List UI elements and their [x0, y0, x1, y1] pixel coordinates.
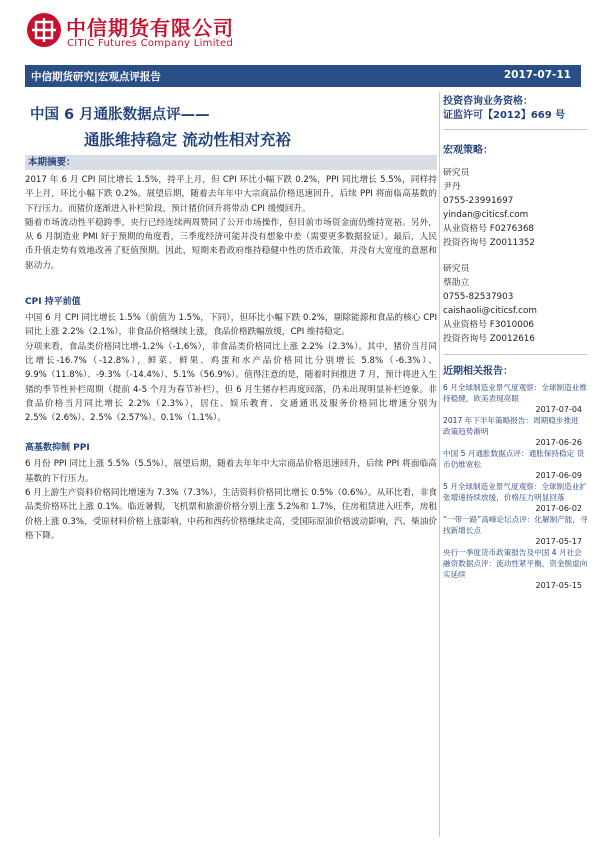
related-report-item[interactable]: [443, 415, 588, 448]
company-name-en: CITIC Futures Company Limited: [67, 38, 234, 49]
related-report-item[interactable]: [443, 382, 588, 415]
report-title-line1: 中国 6 月通胀数据点评——: [30, 107, 210, 123]
related-report-title[interactable]: 央行一季度货币政策报告及中国 4 月社会融资数据点评：流动性紧平衡，资金脱虚向实延续: [443, 548, 588, 579]
related-report-title[interactable]: 2017 年下半年策略报告：周期稳步推进 政策趋势渐明: [443, 416, 579, 436]
related-reports-heading: 近期相关报告：: [443, 366, 513, 377]
analyst-card-2: [443, 262, 588, 346]
strategy-heading: 宏观策略：: [443, 145, 493, 156]
summary-heading: 本期摘要：: [25, 155, 437, 170]
related-report-date: 2017-05-15: [535, 581, 582, 590]
report-category: 中信期货研究|宏观点评报告: [31, 71, 161, 83]
analyst-email-link[interactable]: caishaoli@citicsf.com: [443, 306, 537, 316]
analyst-cert-number: 从业资格号 F3010006: [443, 320, 535, 330]
related-report-date: 2017-06-02: [535, 504, 582, 513]
analyst-name: 蔡劭立: [443, 278, 470, 288]
license-heading: 投资咨询业务资格：: [443, 96, 533, 107]
report-date: 2017-07-11: [503, 69, 571, 81]
analyst-advisor-number: 投资咨询号 Z0012616: [443, 334, 535, 344]
ppi-paragraph-1: 6 月份 PPI 同比上涨 5.5%（5.5%），展望后期，随着去年年中大宗商品价格迅速回升，后续 PPI 将面临高基数的下行压力。: [25, 459, 437, 484]
related-report-title[interactable]: 中国 5 月通胀数据点评：通胀保持稳定 货币仍维宽松: [443, 449, 585, 469]
column-divider: [439, 92, 440, 837]
related-report-item[interactable]: [443, 547, 588, 591]
related-report-date: 2017-06-09: [535, 471, 582, 480]
citic-logo-icon: [27, 13, 61, 47]
license-number: 证监许可【2012】669 号: [443, 110, 566, 121]
page-header: [0, 0, 595, 62]
related-report-title[interactable]: “一带一路”高峰论坛点评：化解制产能，寻找新增长点: [443, 515, 588, 535]
analyst-card-1: [443, 166, 588, 250]
analyst-role: 研究员: [443, 168, 470, 178]
analyst-cert-number: 从业资格号 F0276368: [443, 224, 535, 234]
related-report-item[interactable]: [443, 481, 588, 514]
related-report-title[interactable]: 5 月全球制造业景气度观察：全球制造业扩张增速持续放缓，价格压力明显回落: [443, 482, 587, 502]
related-report-date: 2017-06-26: [535, 438, 582, 447]
related-report-title[interactable]: 6 月全球制造业景气度观察：全球制造业维持稳健，欧美表现亮眼: [443, 383, 587, 403]
analyst-phone: 0755-82537903: [443, 292, 514, 302]
analyst-name: 尹丹: [443, 182, 461, 192]
analyst-role: 研究员: [443, 264, 470, 274]
cpi-paragraph-2: 分项来看，食品类价格同比增-1.2%（-1.6%），非食品类价格同比上涨 2.2%（2.3%）。其中，猪价当月同比增长-16.7%（-12.8%），鲜菜、鲜果、鸡蛋和水产品价格同比分别增长 5.8%（-6.3%）、9.9%（11.8%）、-9.3%（-14.4%）、5.1%（56.9%）。值得注意的是，随着时间推进 7 月，预计将进入生猪的季节性补栏周期（提前 4-5 个月为春节补栏），但 6 月生猪存栏再度回落，仍未出现明显补栏迹象。非食品价格当月同比增长 2.2%（2.3%），居住、娱乐教育、交通通讯及服务价格同比增速分别为 2.5%（2.6%）、2.5%（2.57%）、0.1%（1.1%）。: [25, 341, 437, 424]
main-content: [25, 155, 437, 543]
related-report-item[interactable]: [443, 448, 588, 481]
company-name-cn: 中信期货有限公司: [66, 16, 234, 40]
sidebar: [443, 95, 588, 591]
ppi-paragraph-2: 6 月上游生产资料价格同比增速为 7.3%（7.3%），生活资料价格同比增长 0.5%（0.6%）。从环比看，非食品类价格环比上涨 0.1%。临近暑假，飞机票和旅游价格分别上涨 5.2%和 1.7%，住房租赁进入旺季，房租价格上涨 0.3%，受原材料价格上涨影响，中药和西药价格继续走高，受国际原油价格波动影响，汽、柴油价格下降。: [25, 488, 437, 541]
related-report-item[interactable]: [443, 514, 588, 547]
related-report-date: 2017-07-04: [535, 405, 582, 414]
report-banner: [25, 65, 581, 87]
analyst-advisor-number: 投资咨询号 Z0011352: [443, 238, 535, 248]
analyst-email-link[interactable]: yindan@citicsf.com: [443, 210, 529, 220]
summary-paragraph-2: 随着市场流动性平稳跨季，央行已经连续两周赞同了公开市场操作，但目前市场资金面仍维持宽裕。另外，从 6 月制造业 PMI 好于预期的角度看，三季度经济可能并没有想象中差（需要更多数据验证）。最后，人民币升值走势有效地改善了贬值预期。因此，短期来看政府维持稳健中性的货币政策，并没有大宽度的意愿和驱动力。: [25, 217, 437, 271]
cpi-paragraph-1: 中国 6 月 CPI 同比增长 1.5%（前值为 1.5%，下同），但环比小幅下跌 0.2%，剔除能源和食品的核心 CPI 同比上涨 2.2%（2.1%），非食品价格继续上涨，食品价格跌幅放缓，CPI 维持稳定。: [25, 313, 437, 338]
ppi-section-heading: 高基数抑制 PPI: [25, 443, 90, 454]
report-title-line2: 通胀维持稳定 流动性相对充裕: [84, 131, 291, 149]
analyst-phone: 0755-23991697: [443, 196, 514, 206]
cpi-section-heading: CPI 持平前值: [25, 297, 81, 308]
related-report-date: 2017-05-17: [535, 537, 582, 546]
summary-paragraph-1: 2017 年 6 月 CPI 同比增长 1.5%，持平上月，但 CPI 环比小幅下跌 0.2%，PPI 同比增长 5.5%，同样持平上月，环比小幅下跌 0.2%。展望后期，随着去年年中大宗商品价格迅速回升，后续 PPI 将面临高基数的下行压力。而猪价逐渐进入补栏阶段，预计猪价回升将带动 CPI 缓慢回升。: [25, 175, 437, 214]
